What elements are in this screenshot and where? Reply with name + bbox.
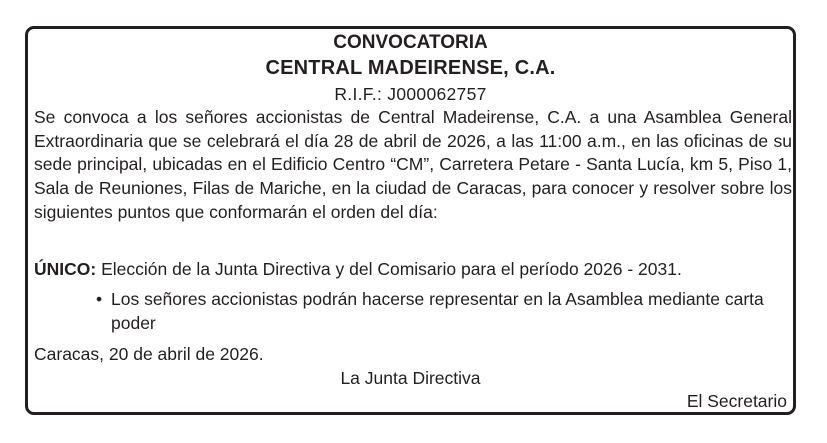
signature-board: La Junta Directiva: [340, 368, 481, 388]
notice-title: CONVOCATORIA: [333, 32, 488, 53]
notice-box: [25, 26, 796, 415]
notice-body: Se convoca a los señores accionistas de Central Madeirense, C.A. a una Asamblea General Extraordinaria que se celebrará el día 28 de abril de 2026, a las 11:00 a.m., en las oficinas de su sede principal, ubicadas en el Edificio Centro “CM”, Carretera Petare - Santa Lucía, km 5, Piso 1, Sala de Reuniones, Filas de Mariche, en la ciudad de Caracas, para conocer y resolver sobre los siguientes puntos que conformarán el orden del día:: [34, 107, 792, 222]
signature-secretary: El Secretario: [686, 391, 787, 411]
agenda-item: [34, 258, 792, 280]
agenda-label: ÚNICO:: [34, 259, 97, 279]
place-date: Caracas, 20 de abril de 2026.: [34, 344, 264, 364]
rif-number: R.I.F.: J000062757: [334, 84, 487, 104]
representation-note: [96, 288, 792, 335]
representation-text: Los señores accionistas podrán hacerse representar en la Asamblea mediante carta poder: [111, 289, 764, 333]
agenda-text: Elección de la Junta Directiva y del Comisario para el período 2026 - 2031.: [101, 259, 682, 279]
bullet-icon: •: [96, 289, 103, 309]
company-name: CENTRAL MADEIRENSE, C.A.: [265, 57, 556, 79]
